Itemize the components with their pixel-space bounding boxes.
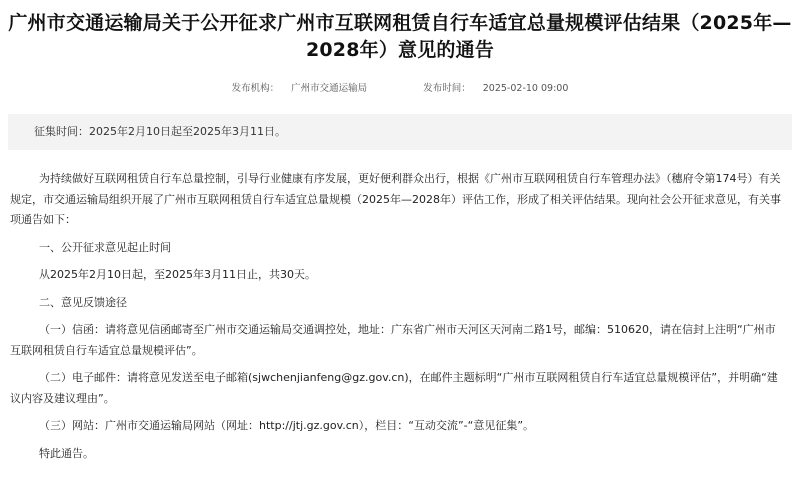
collect-period-text: 征集时间：2025年2月10日起至2025年3月11日。	[34, 125, 286, 138]
section-heading-1: 一、公开征求意见起止时间	[39, 240, 171, 254]
publisher-value: 广州市交通运输局	[291, 83, 368, 94]
website-paragraph: （三）网站：广州市交通运输局网站（网址：http://jtj.gz.gov.cn），栏目：“互动交流”-“意见征集”。	[39, 419, 535, 432]
date-value: 2025-02-10 09:00	[482, 83, 569, 94]
page-title	[0, 10, 800, 64]
article-meta	[0, 80, 800, 94]
title-line-1: 广州市交通运输局关于公开征求广州市互联网租赁自行车适宜总量规模评估结果（2025年—	[8, 12, 792, 34]
email-paragraph: （二）电子邮件：请将意见发送至电子邮箱(sjwchenjianfeng@gz.gov.cn)，在邮件主题标明“广州市互联网租赁自行车适宜总量规模评估”，并明确“建议内容及建议理由”。	[10, 371, 778, 405]
date-label: 发布时间：	[423, 83, 471, 94]
title-line-2: 2028年）意见的通告	[305, 39, 495, 61]
letter-paragraph: （一）信函：请将意见信函邮寄至广州市交通运输局交通调控处，地址：广东省广州市天河区天河南二路1号，邮编：510620，请在信封上注明“广州市互联网租赁自行车适宜总量规模评估”。	[10, 323, 776, 357]
collect-period-box	[8, 114, 792, 150]
publisher-label: 发布机构：	[231, 83, 280, 94]
closing-paragraph: 特此通告。	[39, 446, 94, 460]
period-paragraph: 从2025年2月10日起，至2025年3月11日止，共30天。	[39, 268, 316, 281]
intro-paragraph: 为持续做好互联网租赁自行车总量控制，引导行业健康有序发展，更好便利群众出行，根据《广州市互联网租赁自行车管理办法》（穗府令第174号）有关规定，市交通运输局组织开展了广州市互联网租赁自行车适宜总量规模（2025年—2028年）评估工作，形成了相关评估结果。现向社会公开征求意见，有关事项通告如下：	[10, 172, 781, 226]
article-body	[10, 169, 784, 464]
section-heading-2: 二、意见反馈途径	[39, 295, 127, 309]
